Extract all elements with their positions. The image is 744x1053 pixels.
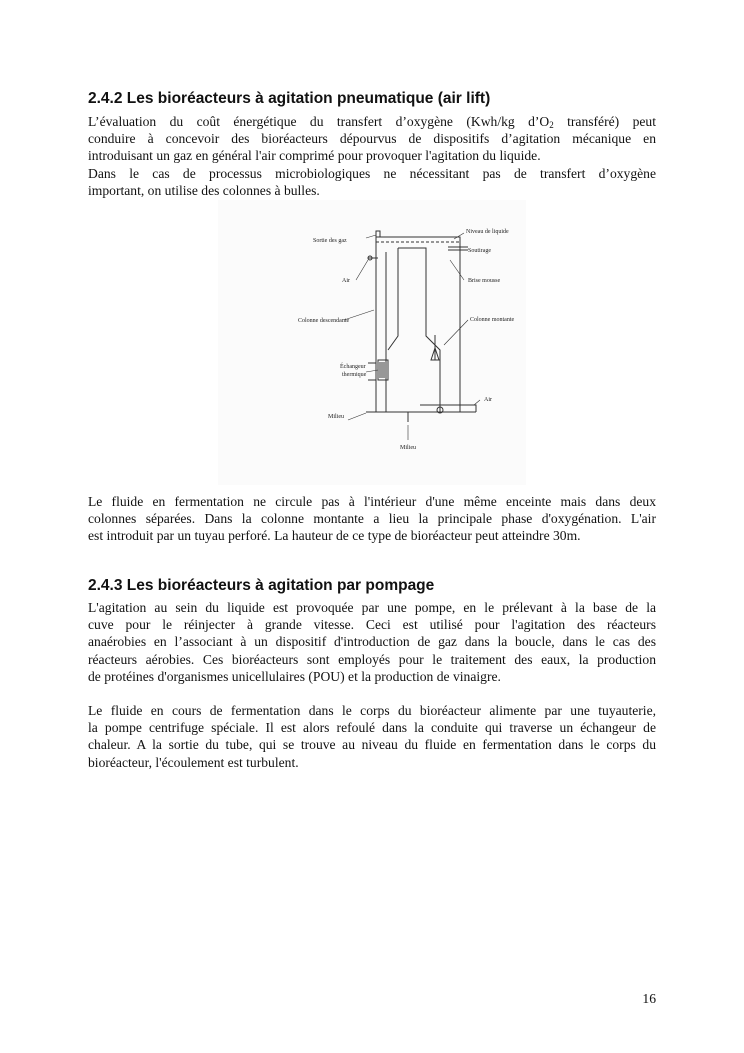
- paragraph-pump-agitation: [88, 599, 656, 685]
- text-line: bioréacteur, l'écoulement est turbulent.: [88, 754, 299, 770]
- label-foam-breaker: Brise mousse: [468, 278, 501, 284]
- text-line: anaérobies en l’associant à un dispositif d'introduction de gaz dans la boucle, dans le cas des: [88, 634, 656, 650]
- text-line: Le fluide en cours de fermentation dans le corps du bioréacteur alimente par une tuyauterie,: [88, 703, 656, 718]
- paragraph-air-lift-description: [88, 493, 656, 545]
- text-line: colonnes séparées. Dans la colonne montante a lieu la principale phase d'oxygénation. L'air: [88, 511, 656, 527]
- label-air-bottom: Air: [484, 397, 492, 403]
- label-medium-left: Milieu: [328, 414, 344, 420]
- page-number: 16: [642, 991, 656, 1006]
- text-line: Dans le cas de processus microbiologiques ne nécessitant pas de transfert d’oxygène: [88, 165, 656, 181]
- text-line: introduisant un gaz en général l'air comprimé pour provoquer l'agitation du liquide.: [88, 148, 541, 164]
- label-exchanger-1: Échangeur: [340, 364, 366, 370]
- label-gas-outlet: Sortie des gaz: [313, 238, 347, 244]
- riser-right: [398, 248, 440, 412]
- airlift-diagram: [218, 200, 526, 485]
- paragraph-pump-flow: [88, 702, 656, 771]
- text-line: est introduit par un tuyau perforé. La hauteur de ce type de bioréacteur peut atteindre 30m.: [88, 528, 581, 544]
- paragraph-air-lift-intro: [88, 113, 656, 199]
- label-medium-bottom: Milieu: [400, 445, 416, 451]
- label-drawoff: Soutirage: [468, 248, 491, 254]
- text-line: conduire à concevoir des bioréacteurs dépourvus de dispositifs d’agitation mécanique en: [88, 131, 656, 147]
- text-line: de protéines d'organismes unicellulaires (POU) et la production de vinaigre.: [88, 668, 501, 684]
- text-line: la pompe centrifuge spéciale. Il est alors refoulé dans la conduite qui traverse un échangeur de: [88, 720, 656, 736]
- riser-left: [388, 248, 398, 350]
- label-exchanger-2: thermique: [342, 372, 367, 378]
- label-liquid-level: Niveau de liquide: [466, 229, 509, 235]
- text-line: L’évaluation du coût énergétique du transfert d’oxygène (Kwh/kg $d’O_2$ transféré) peut: [88, 114, 656, 130]
- text-line: réacteurs aérobies. Ces bioréacteurs sont employés pour le traitement des eaux, la production: [88, 651, 656, 667]
- label-riser: Colonne montante: [470, 317, 515, 323]
- text-line: L'agitation au sein du liquide est provoquée par une pompe, en le prélevant à la base de la: [88, 600, 656, 615]
- air-bottom-pipe: [420, 405, 476, 412]
- section-2-4-2-title: 2.4.2 Les bioréacteurs à agitation pneumatique (air lift): [88, 90, 491, 107]
- label-air-top: Air: [342, 278, 350, 284]
- text-line: cuve pour le réinjecter à grande vitesse. Ceci est utilisé pour l'agitation des réacteurs: [88, 617, 656, 633]
- airlift-bioreactor-figure: [218, 200, 526, 485]
- gas-outlet-pipe: [376, 231, 380, 237]
- label-downcomer: Colonne descendante: [298, 318, 350, 324]
- section-2-4-3-title: 2.4.3 Les bioréacteurs à agitation par pompage: [88, 577, 435, 594]
- text-line: Le fluide en fermentation ne circule pas à l'intérieur d'une même enceinte mais dans deux: [88, 494, 656, 509]
- text-line: chaleur. A la sortie du tube, qui se trouve au niveau du fluide en fermentation dans le corps du: [88, 737, 656, 753]
- text-line: important, on utilise des colonnes à bulles.: [88, 182, 320, 198]
